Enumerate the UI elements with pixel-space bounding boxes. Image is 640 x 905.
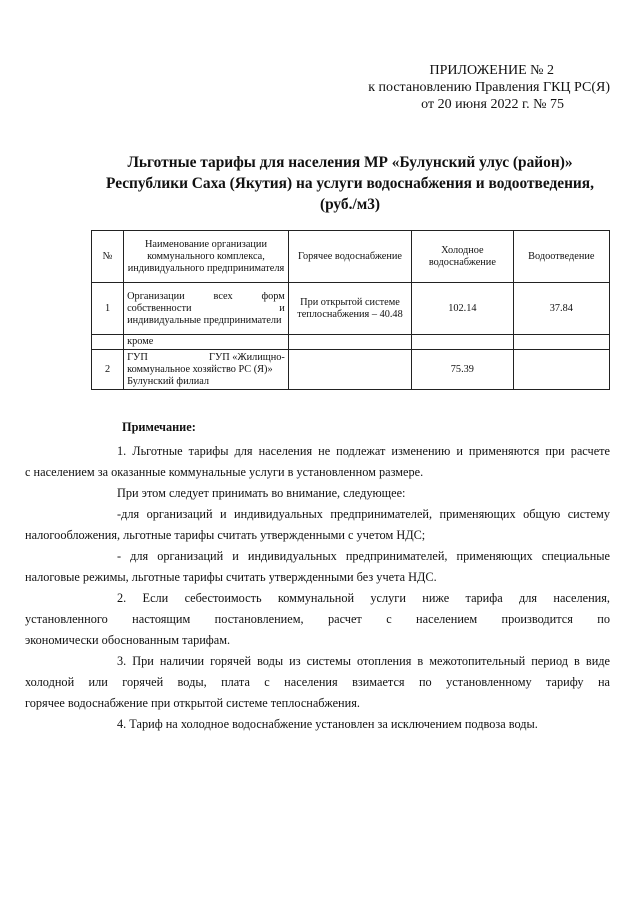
tariffs-table <box>91 230 610 390</box>
note-1-general-cont: налогообложения, льготные тарифы считать утвержденными с учетом НДС; <box>25 528 426 542</box>
note-4: 4. Тариф на холодное водоснабжение установлен за исключением подвоза воды. <box>117 717 538 731</box>
title-line-2: Республики Саха (Якутия) на услуги водоснабжения и водоотведения, <box>106 175 594 192</box>
note-1-general: -для организаций и индивидуальных предпринимателей, применяющих общую систему <box>117 507 610 521</box>
table-row <box>92 283 610 335</box>
annex-date: от 20 июня 2022 г. № 75 <box>421 97 564 112</box>
row2-cold <box>412 335 514 350</box>
header-hot: Горячее водоснабжение <box>288 231 411 283</box>
table-row <box>92 350 610 390</box>
document-title <box>90 152 610 215</box>
annex-header <box>368 62 610 113</box>
row3-org-line1: ГУП ГУП «Жилищно- <box>127 351 285 363</box>
row3-num: 2 <box>92 350 124 390</box>
row1-org <box>124 283 289 335</box>
row3-org-line1-text: ГУП «Жилищно- <box>209 351 285 363</box>
row1-num: 1 <box>92 283 124 335</box>
table-header-row <box>92 231 610 283</box>
note-2-cont: установленного настоящим постановлением, расчет с населением производится по <box>25 612 610 626</box>
row1-org-line1: Организации всех форм собственности и <box>127 290 285 314</box>
note-1-special-cont: налоговые режимы, льготные тарифы считать утвержденными без учета НДС. <box>25 570 437 584</box>
note-1: 1. Льготные тарифы для населения не подлежат изменению и применяются при расчете <box>117 444 610 458</box>
annex-number: ПРИЛОЖЕНИЕ № 2 <box>429 63 554 78</box>
note-2: 2. Если себестоимость коммунальной услуги ниже тарифа для населения, <box>117 591 610 605</box>
notes-section <box>25 417 610 735</box>
row3-sewer <box>513 350 609 390</box>
row2-sewer <box>513 335 609 350</box>
table-row <box>92 335 610 350</box>
row3-org-line2: коммунальное хозяйство РС (Я)» Булунский филиал <box>127 363 273 387</box>
title-line-1: Льготные тарифы для населения МР «Булунский улус (район)» <box>127 154 573 171</box>
header-cold: Холодное водоснабжение <box>412 231 514 283</box>
row1-cold: 102.14 <box>412 283 514 335</box>
row3-org <box>124 350 289 390</box>
note-3: 3. При наличии горячей воды из системы отопления в межотопительный период в виде <box>117 654 610 668</box>
title-line-3: (руб./м3) <box>319 196 381 213</box>
annex-resolution: к постановлению Правления ГКЦ РС(Я) <box>368 80 610 95</box>
row1-sewer: 37.84 <box>513 283 609 335</box>
note-3-cont: холодной или горячей воды, плата с населения взимается по установленному тарифу на <box>25 675 610 689</box>
row2-org: кроме <box>124 335 289 350</box>
row3-hot <box>288 350 411 390</box>
row1-hot: При открытой системе теплоснабжения – 40.48 <box>288 283 411 335</box>
note-2-end: экономически обоснованным тарифам. <box>25 633 231 647</box>
row2-num <box>92 335 124 350</box>
row2-hot <box>288 335 411 350</box>
note-1-cont: с населением за оказанные коммунальные услуги в установленном размере. <box>25 465 424 479</box>
notes-heading: Примечание: <box>122 420 196 434</box>
note-1-special: - для организаций и индивидуальных предпринимателей, применяющих специальные <box>117 549 610 563</box>
row3-cold: 75.39 <box>412 350 514 390</box>
header-org: Наименование организации коммунального комплекса, индивидуального предпринимателя <box>124 231 289 283</box>
row1-org-line2: индивидуальные предприниматели <box>127 314 282 326</box>
header-sewer: Водоотведение <box>513 231 609 283</box>
note-3-end: горячее водоснабжение при открытой системе теплоснабжения. <box>25 696 360 710</box>
header-num: № <box>92 231 124 283</box>
note-1-intro: При этом следует принимать во внимание, следующее: <box>117 486 406 500</box>
